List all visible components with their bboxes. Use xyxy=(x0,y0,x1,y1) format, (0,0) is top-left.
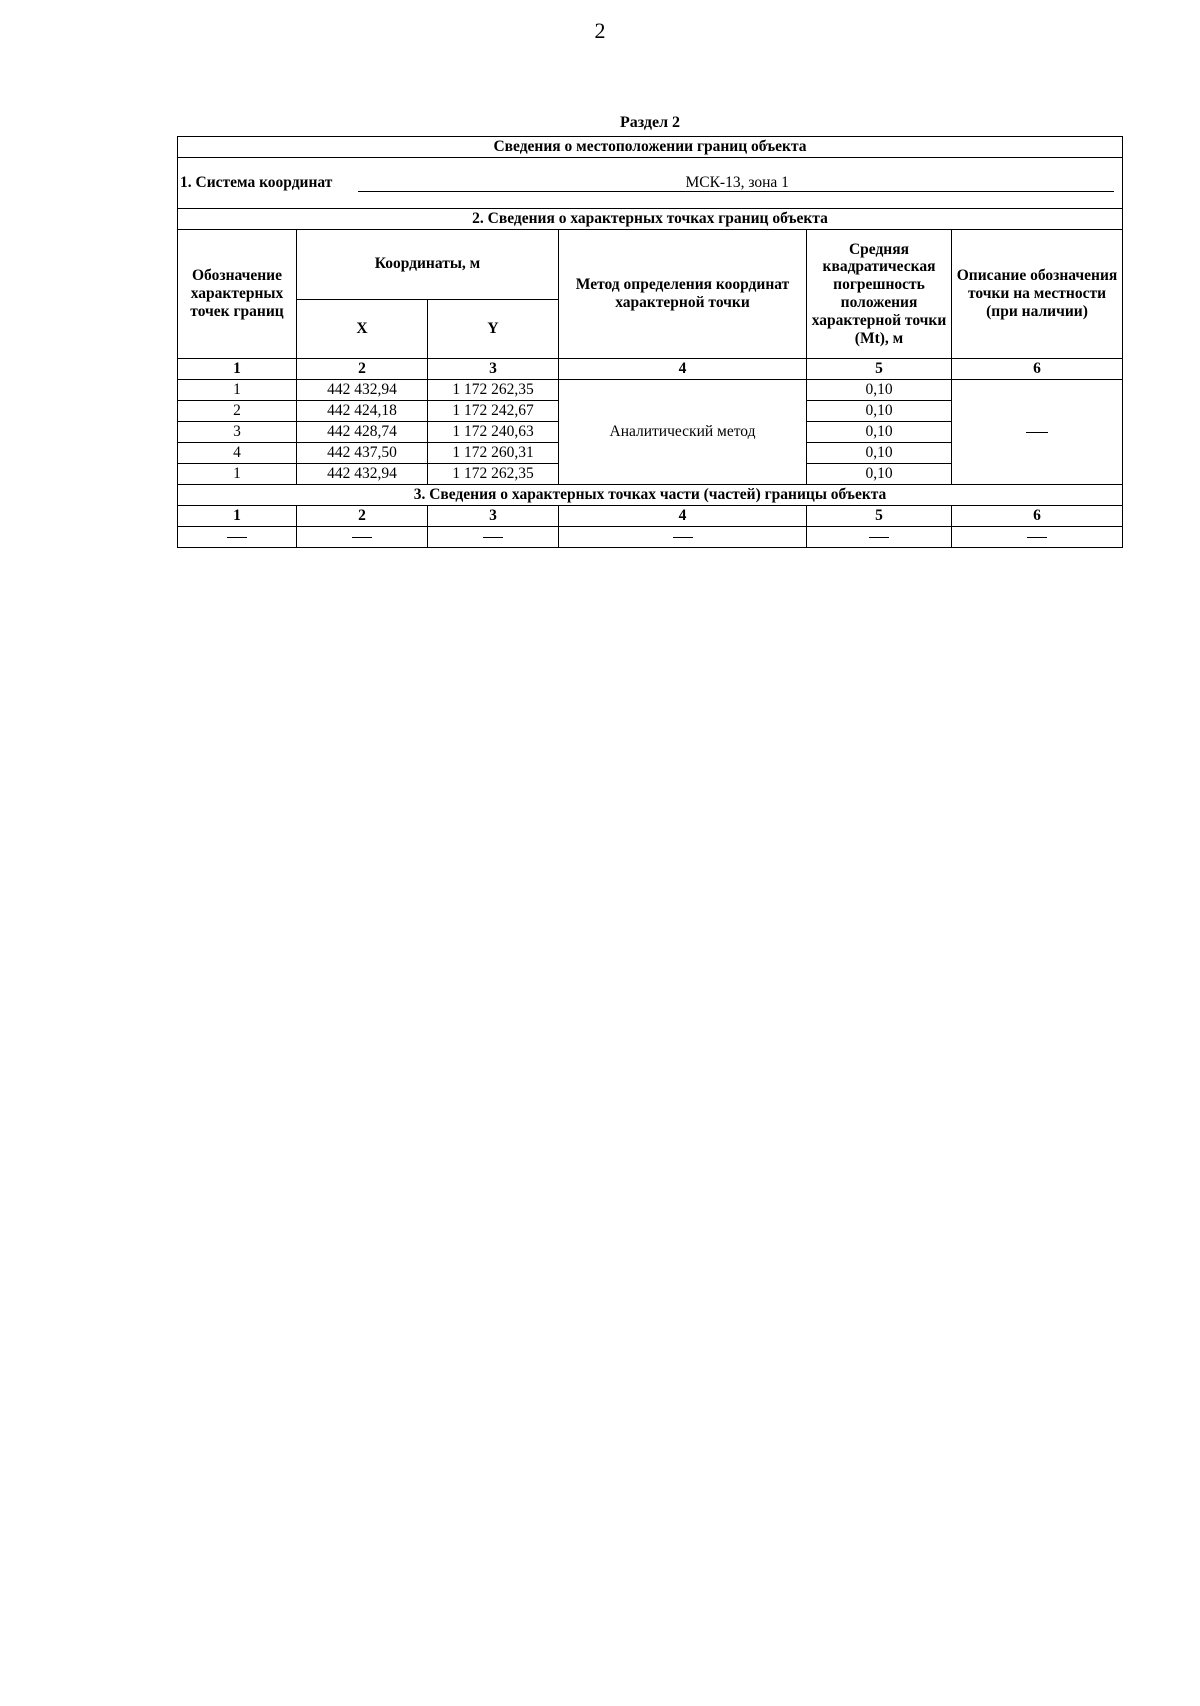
column-number: 6 xyxy=(952,506,1123,527)
point-x: 442 424,18 xyxy=(297,401,428,422)
coord-system-cell xyxy=(178,158,1123,209)
dash-icon xyxy=(869,537,889,538)
dash-icon xyxy=(227,537,247,538)
column-number: 4 xyxy=(559,359,807,380)
point-y: 1 172 262,35 xyxy=(428,464,559,485)
dash-icon xyxy=(1026,432,1048,433)
column-number: 3 xyxy=(428,506,559,527)
column-numbers-row xyxy=(178,359,1123,380)
coord-system-label: 1. Система координат xyxy=(180,173,333,191)
point-number: 4 xyxy=(178,443,297,464)
point-number: 1 xyxy=(178,464,297,485)
point-mt: 0,10 xyxy=(807,422,952,443)
header-designation: Обозначение характерных точек границ xyxy=(178,230,297,359)
subsection2-title: 2. Сведения о характерных точках границ объекта xyxy=(178,209,1123,230)
column-number: 5 xyxy=(807,506,952,527)
empty-cell xyxy=(952,527,1123,548)
empty-cell xyxy=(297,527,428,548)
point-number: 2 xyxy=(178,401,297,422)
page-number: 2 xyxy=(594,18,606,43)
boundary-table xyxy=(177,136,1123,548)
column-number: 2 xyxy=(297,359,428,380)
point-y: 1 172 240,63 xyxy=(428,422,559,443)
point-number: 1 xyxy=(178,380,297,401)
column-number: 2 xyxy=(297,506,428,527)
column-numbers-row xyxy=(178,506,1123,527)
table-title: Сведения о местоположении границ объекта xyxy=(178,137,1123,158)
dash-icon xyxy=(1027,537,1047,538)
coord-system-value: МСК-13, зона 1 xyxy=(358,174,1114,193)
empty-cell xyxy=(178,527,297,548)
header-x: X xyxy=(297,299,428,358)
point-mt: 0,10 xyxy=(807,443,952,464)
point-y: 1 172 242,67 xyxy=(428,401,559,422)
empty-cell xyxy=(428,527,559,548)
column-number: 1 xyxy=(178,506,297,527)
dash-icon xyxy=(673,537,693,538)
header-coordinates: Координаты, м xyxy=(297,230,559,300)
point-mt: 0,10 xyxy=(807,464,952,485)
column-number: 4 xyxy=(559,506,807,527)
point-x: 442 432,94 xyxy=(297,464,428,485)
point-y: 1 172 262,35 xyxy=(428,380,559,401)
point-x: 442 437,50 xyxy=(297,443,428,464)
table-row xyxy=(178,380,1123,401)
point-mt: 0,10 xyxy=(807,401,952,422)
empty-cell xyxy=(559,527,807,548)
column-number: 1 xyxy=(178,359,297,380)
point-mt: 0,10 xyxy=(807,380,952,401)
method-value: Аналитический метод xyxy=(559,380,807,485)
column-number: 5 xyxy=(807,359,952,380)
empty-cell xyxy=(807,527,952,548)
header-description: Описание обозначения точки на местности (при наличии) xyxy=(952,230,1123,359)
point-x: 442 428,74 xyxy=(297,422,428,443)
column-number: 3 xyxy=(428,359,559,380)
point-y: 1 172 260,31 xyxy=(428,443,559,464)
header-method: Метод определения координат характерной точки xyxy=(559,230,807,359)
point-x: 442 432,94 xyxy=(297,380,428,401)
description-value xyxy=(952,380,1123,485)
header-error: Средняя квадратическая погрешность положения характерной точки (Mt), м xyxy=(807,230,952,359)
header-y: Y xyxy=(428,299,559,358)
section-title: Раздел 2 xyxy=(619,114,681,131)
table-row xyxy=(178,527,1123,548)
dash-icon xyxy=(483,537,503,538)
dash-icon xyxy=(352,537,372,538)
subsection3-title: 3. Сведения о характерных точках части (частей) границы объекта xyxy=(178,485,1123,506)
point-number: 3 xyxy=(178,422,297,443)
column-number: 6 xyxy=(952,359,1123,380)
